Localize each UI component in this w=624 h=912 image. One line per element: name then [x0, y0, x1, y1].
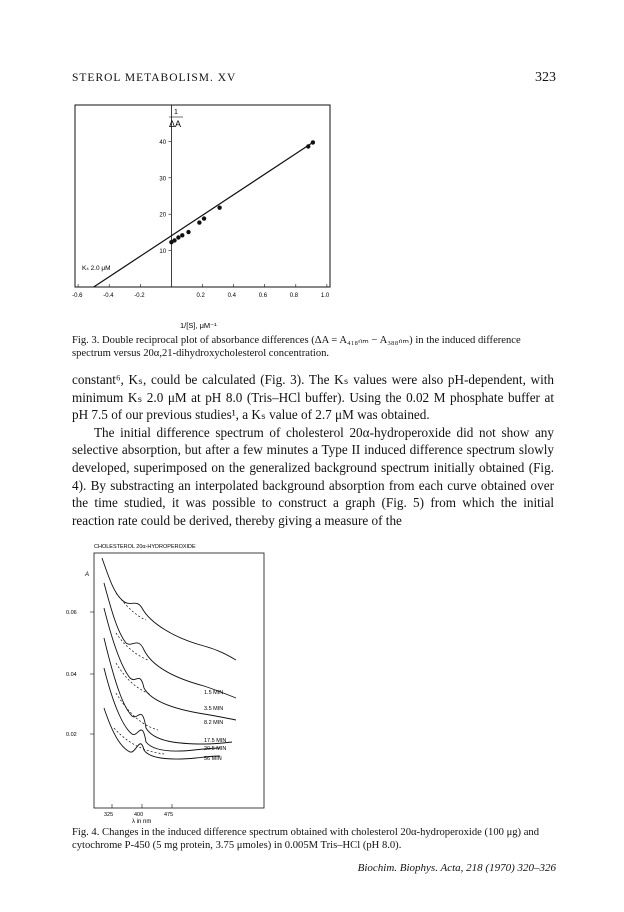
- figure-3-xtick-label: -0.2: [134, 293, 145, 299]
- figure-4-frame: [94, 553, 264, 808]
- figure-3-data-point: [176, 235, 180, 239]
- figure-3: [60, 100, 340, 330]
- curve-label-20-5-min: 20.5 MIN: [204, 746, 227, 752]
- paragraph-1: constant⁶, Kₛ, could be calculated (Fig. 3). The Kₛ values were also pH-dependent, with minimum Kₛ 2.0 μM at pH 8.0 (Tris–HCl buffer). Using the 0.02 M phosphate buffer at pH 7.5 of our previous studies¹, a Kₛ value of 2.7 μM was obtained.: [72, 372, 554, 423]
- journal-citation: Biochim. Biophys. Acta, 218 (1970) 320–326: [357, 862, 556, 874]
- figure-3-ytick-label: 10: [159, 249, 167, 256]
- spectrum-curve-1-5-min: [102, 558, 236, 660]
- figure-4: [64, 538, 274, 823]
- figure-4-ytick-0.06: 0.06: [66, 610, 77, 616]
- figure-4-xtick-400: 400: [134, 812, 144, 818]
- figure-4-ytick-0.04: 0.04: [66, 672, 77, 678]
- figure-4-ylabel: A: [85, 572, 90, 578]
- figure-3-xtick-label: 0.6: [258, 293, 268, 299]
- figure-3-data-point: [202, 216, 206, 220]
- figure-3-frame: [75, 105, 330, 287]
- figure-3-xtick-label: 0.8: [289, 293, 299, 299]
- figure-3-data-point: [172, 238, 176, 242]
- figure-3-xtick-label: 1.0: [320, 293, 330, 299]
- spectrum-curve-20-5-min: [104, 668, 220, 751]
- figure-3-ytick-label: 30: [159, 176, 167, 183]
- figure-4-xlabel: λ in nm: [132, 819, 152, 823]
- figure-3-ylabel-bottom: ΔA: [169, 119, 182, 129]
- figure-3-data-point: [217, 205, 221, 209]
- figure-3-ks-label: Kₛ 2.0 μM: [82, 265, 111, 272]
- figure-3-xtick-label: 0.4: [227, 293, 236, 299]
- figure-4-caption: Fig. 4. Changes in the induced difference spectrum obtained with cholesterol 20α-hydroperoxide (100 μg) and cytochrome P-450 (5 mg protein, 3.75 μmoles) in 0.005M Tris–HCl (pH 8.0).: [72, 827, 540, 851]
- figure-4-xtick-325: 325: [104, 812, 114, 818]
- figure-3-data-point: [311, 140, 315, 144]
- figure-3-data-point: [197, 220, 201, 224]
- figure-3-xtick-label: -0.6: [72, 293, 83, 299]
- page-number: 323: [535, 70, 556, 85]
- figure-3-ytick-label: 20: [159, 212, 167, 219]
- figure-3-ytick-label: 40: [159, 139, 167, 146]
- spectrum-curve-3-5-min: [104, 583, 236, 698]
- curve-label-8-2-min: 8.2 MIN: [204, 720, 224, 726]
- spectrum-curve-56-min: [104, 708, 220, 759]
- body-text: [72, 371, 554, 529]
- figure-3-xlabel: 1/[S], μM⁻¹: [180, 321, 217, 330]
- figure-4-ytick-0.02: 0.02: [66, 732, 77, 738]
- figure-3-xtick-label: -0.4: [103, 293, 114, 299]
- figure-4-plot: [64, 538, 274, 823]
- figure-3-data-point: [306, 144, 310, 148]
- figure-3-data-point: [186, 230, 190, 234]
- figure-3-xtick-label: 0.2: [196, 293, 205, 299]
- background-dashed-2: [116, 633, 148, 660]
- curve-label-17-5-min: 17.5 MIN: [204, 738, 227, 744]
- curve-label-1-5-min: 1.5 MIN: [204, 690, 224, 696]
- figure-3-ylabel-top: 1: [174, 109, 178, 116]
- figure-4-xtick-475: 475: [164, 812, 174, 818]
- paragraph-2: The initial difference spectrum of cholesterol 20α-hydroperoxide did not show any selective absorption, but after a few minutes a Type II induced difference spectrum slowly developed, superimposed on the generalized background spectrum initially obtained (Fig. 4). By substracting an interpolated background absorption from each curve obtained over the time studied, it was possible to construct a graph (Fig. 5) from which the initial reaction rate could be derived, thereby giving a measure of the: [72, 424, 554, 528]
- curve-label-3-5-min: 3.5 MIN: [204, 706, 224, 712]
- figure-4-title: CHOLESTEROL 20α-HYDROPEROXIDE: [94, 544, 196, 550]
- figure-3-fit-line: [94, 141, 315, 287]
- figure-3-data-point: [180, 233, 184, 237]
- figure-3-plot: [60, 100, 340, 330]
- curve-label-56-min: 56 MIN: [204, 756, 222, 762]
- running-head: STEROL METABOLISM. XV: [72, 72, 237, 84]
- background-dashed-5: [114, 728, 164, 754]
- figure-3-caption: Fig. 3. Double reciprocal plot of absorbance differences (ΔA = A₄₁₈ₙₘ − A₃₈₈ₙₘ) in the induced difference spectrum versus 20α,21-dihydroxycholesterol concentration.: [72, 335, 521, 359]
